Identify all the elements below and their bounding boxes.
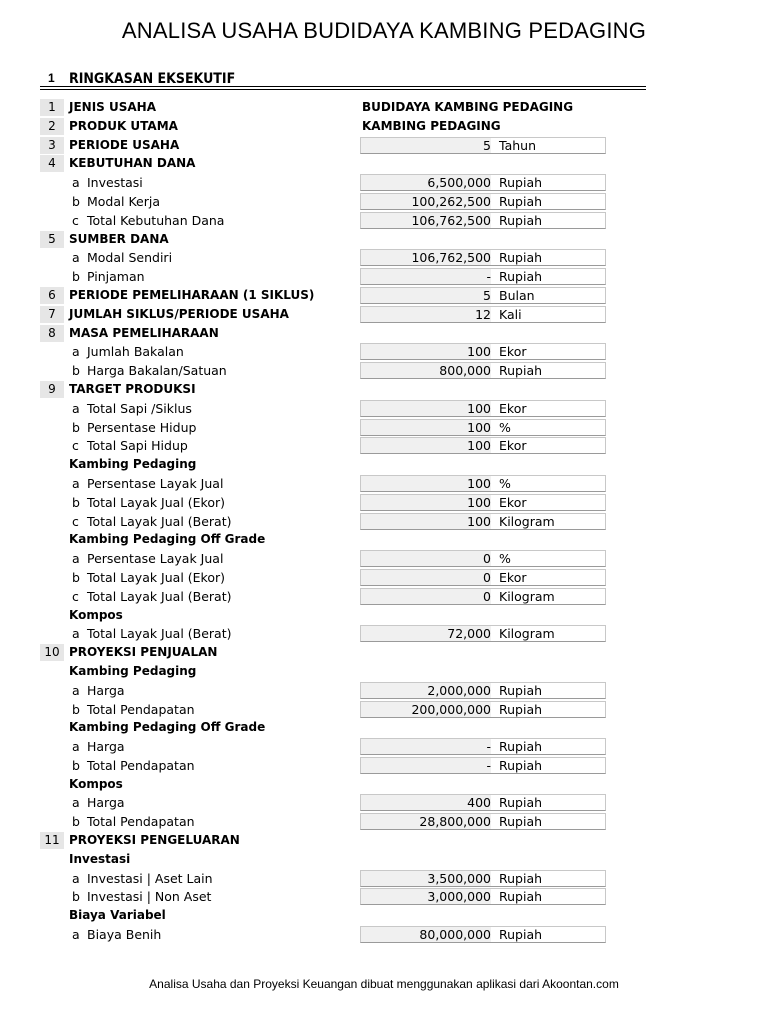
unit-cell: Rupiah bbox=[499, 870, 543, 886]
unit-cell: % bbox=[499, 551, 511, 567]
item-letter: a bbox=[72, 927, 80, 943]
summary-table bbox=[0, 99, 768, 945]
item-label: Total Sapi Hidup bbox=[87, 438, 188, 454]
row-heading: JUMLAH SIKLUS/PERIODE USAHA bbox=[69, 306, 289, 321]
item-label: Jumlah Bakalan bbox=[87, 344, 184, 360]
item-letter: b bbox=[72, 814, 80, 830]
table-row bbox=[0, 419, 768, 438]
group-heading: Kambing Pedaging bbox=[69, 457, 197, 472]
row-heading: PRODUK UTAMA bbox=[69, 118, 178, 133]
table-row bbox=[0, 362, 768, 381]
unit-cell: Rupiah bbox=[499, 739, 543, 755]
item-label: Biaya Benih bbox=[87, 927, 162, 943]
item-letter: b bbox=[72, 701, 80, 717]
table-row bbox=[0, 456, 768, 475]
item-letter: b bbox=[72, 419, 80, 435]
value-cell: 3,500,000 bbox=[427, 870, 491, 886]
table-row bbox=[0, 343, 768, 362]
table-row bbox=[0, 174, 768, 193]
row-number: 5 bbox=[40, 231, 64, 248]
item-letter: b bbox=[72, 193, 80, 209]
row-text-value: BUDIDAYA KAMBING PEDAGING bbox=[362, 100, 574, 114]
row-number: 3 bbox=[40, 137, 64, 154]
table-row bbox=[0, 494, 768, 513]
table-row bbox=[0, 231, 768, 250]
item-letter: b bbox=[72, 569, 80, 585]
row-heading: TARGET PRODUKSI bbox=[69, 381, 196, 396]
value-cell: - bbox=[486, 739, 491, 755]
item-label: Total Pendapatan bbox=[87, 701, 195, 717]
value-cell: 800,000 bbox=[439, 363, 491, 379]
unit-cell: Rupiah bbox=[499, 269, 543, 285]
group-heading: Kambing Pedaging Off Grade bbox=[69, 720, 266, 735]
table-row bbox=[0, 99, 768, 118]
table-row bbox=[0, 813, 768, 832]
value-cell: 2,000,000 bbox=[427, 682, 491, 698]
item-letter: a bbox=[72, 626, 80, 642]
section-divider bbox=[40, 86, 646, 87]
group-heading: Kambing Pedaging bbox=[69, 663, 197, 678]
row-heading: PROYEKSI PENGELUARAN bbox=[69, 833, 240, 848]
row-number: 11 bbox=[40, 832, 64, 849]
unit-cell: Rupiah bbox=[499, 757, 543, 773]
item-label: Total Sapi /Siklus bbox=[87, 400, 192, 416]
item-label: Total Layak Jual (Ekor) bbox=[87, 569, 226, 585]
unit-cell: % bbox=[499, 475, 511, 491]
table-row bbox=[0, 437, 768, 456]
unit-cell: Kilogram bbox=[499, 626, 555, 642]
value-cell: 100 bbox=[467, 475, 491, 491]
row-number: 1 bbox=[40, 99, 64, 116]
row-number: 4 bbox=[40, 155, 64, 172]
table-row bbox=[0, 155, 768, 174]
value-cell: 100 bbox=[467, 400, 491, 416]
table-row bbox=[0, 588, 768, 607]
item-letter: b bbox=[72, 269, 80, 285]
table-row bbox=[0, 926, 768, 945]
item-label: Harga bbox=[87, 682, 125, 698]
group-heading: Kambing Pedaging Off Grade bbox=[69, 532, 266, 547]
table-row bbox=[0, 682, 768, 701]
item-label: Pinjaman bbox=[87, 269, 145, 285]
table-row bbox=[0, 907, 768, 926]
unit-cell: Ekor bbox=[499, 569, 527, 585]
value-cell: 100 bbox=[467, 438, 491, 454]
item-letter: c bbox=[72, 588, 79, 604]
table-row bbox=[0, 118, 768, 137]
table-row bbox=[0, 851, 768, 870]
table-row bbox=[0, 569, 768, 588]
value-cell: 400 bbox=[467, 795, 491, 811]
table-row bbox=[0, 644, 768, 663]
row-heading: PROYEKSI PENJUALAN bbox=[69, 645, 218, 660]
table-row bbox=[0, 625, 768, 644]
item-label: Total Kebutuhan Dana bbox=[87, 212, 225, 228]
group-heading: Investasi bbox=[69, 851, 131, 866]
item-letter: c bbox=[72, 438, 79, 454]
unit-cell: Kali bbox=[499, 306, 522, 322]
section-title: RINGKASAN EKSEKUTIF bbox=[69, 71, 236, 87]
item-letter: c bbox=[72, 513, 79, 529]
value-cell: - bbox=[486, 269, 491, 285]
item-label: Investasi bbox=[87, 175, 143, 191]
unit-cell: Rupiah bbox=[499, 889, 543, 905]
page-title: ANALISA USAHA BUDIDAYA KAMBING PEDAGING bbox=[121, 18, 647, 43]
table-row bbox=[0, 757, 768, 776]
item-label: Investasi | Aset Lain bbox=[87, 870, 213, 886]
table-row bbox=[0, 475, 768, 494]
item-letter: a bbox=[72, 400, 80, 416]
table-row bbox=[0, 738, 768, 757]
row-number: 10 bbox=[40, 644, 64, 661]
unit-cell: Kilogram bbox=[499, 513, 555, 529]
value-cell-border bbox=[360, 268, 606, 285]
unit-cell: Rupiah bbox=[499, 814, 543, 830]
row-number: 6 bbox=[40, 287, 64, 304]
unit-cell: Ekor bbox=[499, 344, 527, 360]
table-row bbox=[0, 870, 768, 889]
row-heading: KEBUTUHAN DANA bbox=[69, 156, 196, 171]
value-cell: 0 bbox=[483, 551, 491, 567]
item-letter: a bbox=[72, 682, 80, 698]
table-row bbox=[0, 249, 768, 268]
unit-cell: % bbox=[499, 419, 511, 435]
table-row bbox=[0, 212, 768, 231]
row-heading: JENIS USAHA bbox=[69, 100, 156, 114]
item-label: Investasi | Non Aset bbox=[87, 889, 212, 905]
unit-cell: Rupiah bbox=[499, 701, 543, 717]
row-number: 8 bbox=[40, 325, 64, 342]
unit-cell: Rupiah bbox=[499, 250, 543, 266]
table-row bbox=[0, 607, 768, 626]
table-row bbox=[0, 794, 768, 813]
unit-cell: Bulan bbox=[499, 287, 535, 303]
unit-cell: Rupiah bbox=[499, 682, 543, 698]
row-heading: MASA PEMELIHARAAN bbox=[69, 325, 219, 340]
unit-cell: Kilogram bbox=[499, 588, 555, 604]
item-letter: a bbox=[72, 175, 80, 191]
value-cell: 5 bbox=[483, 137, 491, 153]
table-row bbox=[0, 776, 768, 795]
value-cell: 6,500,000 bbox=[427, 175, 491, 191]
unit-cell: Ekor bbox=[499, 400, 527, 416]
value-cell: 0 bbox=[483, 569, 491, 585]
item-label: Persentase Hidup bbox=[87, 419, 197, 435]
group-heading: Kompos bbox=[69, 607, 123, 622]
item-letter: a bbox=[72, 250, 80, 266]
item-label: Total Pendapatan bbox=[87, 814, 195, 830]
unit-cell: Tahun bbox=[499, 137, 536, 153]
item-label: Persentase Layak Jual bbox=[87, 475, 224, 491]
group-heading: Kompos bbox=[69, 776, 123, 791]
item-letter: a bbox=[72, 870, 80, 886]
value-cell-border bbox=[360, 738, 606, 755]
item-label: Modal Sendiri bbox=[87, 250, 173, 266]
section-number: 1 bbox=[48, 71, 55, 85]
table-row bbox=[0, 719, 768, 738]
value-cell: 100,262,500 bbox=[411, 193, 491, 209]
row-heading: PERIODE USAHA bbox=[69, 137, 180, 152]
item-label: Total Layak Jual (Berat) bbox=[87, 588, 232, 604]
table-row bbox=[0, 193, 768, 212]
unit-cell: Rupiah bbox=[499, 363, 543, 379]
value-cell: 3,000,000 bbox=[427, 889, 491, 905]
value-cell: 106,762,500 bbox=[411, 250, 491, 266]
row-heading: SUMBER DANA bbox=[69, 231, 169, 246]
item-letter: b bbox=[72, 889, 80, 905]
item-letter: b bbox=[72, 363, 80, 379]
page-footer: Analisa Usaha dan Proyeksi Keuangan dibuat menggunakan aplikasi dari Akoontan.com bbox=[149, 977, 619, 991]
item-letter: b bbox=[72, 494, 80, 510]
item-label: Modal Kerja bbox=[87, 193, 161, 209]
table-row bbox=[0, 325, 768, 344]
row-heading: PERIODE PEMELIHARAAN (1 SIKLUS) bbox=[69, 287, 315, 302]
item-letter: a bbox=[72, 795, 80, 811]
value-cell: 200,000,000 bbox=[411, 701, 491, 717]
table-row bbox=[0, 268, 768, 287]
value-cell: 100 bbox=[467, 513, 491, 529]
unit-cell: Ekor bbox=[499, 494, 527, 510]
unit-cell: Rupiah bbox=[499, 927, 543, 943]
item-label: Harga bbox=[87, 739, 125, 755]
table-row bbox=[0, 701, 768, 720]
table-row bbox=[0, 306, 768, 325]
group-heading: Biaya Variabel bbox=[69, 908, 166, 923]
unit-cell: Rupiah bbox=[499, 193, 543, 209]
table-row bbox=[0, 400, 768, 419]
item-label: Total Pendapatan bbox=[87, 757, 195, 773]
item-label: Persentase Layak Jual bbox=[87, 551, 224, 567]
value-cell: 5 bbox=[483, 287, 491, 303]
table-row bbox=[0, 550, 768, 569]
item-letter: a bbox=[72, 739, 80, 755]
item-label: Harga Bakalan/Satuan bbox=[87, 363, 227, 379]
table-row bbox=[0, 888, 768, 907]
section-divider-double bbox=[40, 89, 646, 90]
value-cell: 100 bbox=[467, 344, 491, 360]
item-letter: a bbox=[72, 475, 80, 491]
value-cell: 72,000 bbox=[447, 626, 491, 642]
item-letter: a bbox=[72, 344, 80, 360]
table-row bbox=[0, 513, 768, 532]
item-label: Total Layak Jual (Berat) bbox=[87, 626, 232, 642]
value-cell: 80,000,000 bbox=[419, 927, 491, 943]
table-row bbox=[0, 381, 768, 400]
table-row bbox=[0, 287, 768, 306]
item-letter: a bbox=[72, 551, 80, 567]
row-text-value: KAMBING PEDAGING bbox=[362, 118, 501, 133]
row-number: 7 bbox=[40, 306, 64, 323]
unit-cell: Rupiah bbox=[499, 212, 543, 228]
item-label: Total Layak Jual (Ekor) bbox=[87, 494, 226, 510]
table-row bbox=[0, 663, 768, 682]
value-cell: 106,762,500 bbox=[411, 212, 491, 228]
value-cell-border bbox=[360, 757, 606, 774]
unit-cell: Rupiah bbox=[499, 175, 543, 191]
value-cell: 28,800,000 bbox=[419, 814, 491, 830]
table-row bbox=[0, 137, 768, 156]
table-row bbox=[0, 832, 768, 851]
unit-cell: Ekor bbox=[499, 438, 527, 454]
table-row bbox=[0, 531, 768, 550]
item-letter: b bbox=[72, 757, 80, 773]
item-label: Harga bbox=[87, 795, 125, 811]
row-number: 2 bbox=[40, 118, 64, 135]
row-number: 9 bbox=[40, 381, 64, 398]
value-cell: 12 bbox=[475, 306, 491, 322]
item-letter: c bbox=[72, 212, 79, 228]
item-label: Total Layak Jual (Berat) bbox=[87, 513, 232, 529]
unit-cell: Rupiah bbox=[499, 795, 543, 811]
value-cell: 100 bbox=[467, 494, 491, 510]
value-cell: 0 bbox=[483, 588, 491, 604]
value-cell: 100 bbox=[467, 419, 491, 435]
value-cell: - bbox=[486, 757, 491, 773]
